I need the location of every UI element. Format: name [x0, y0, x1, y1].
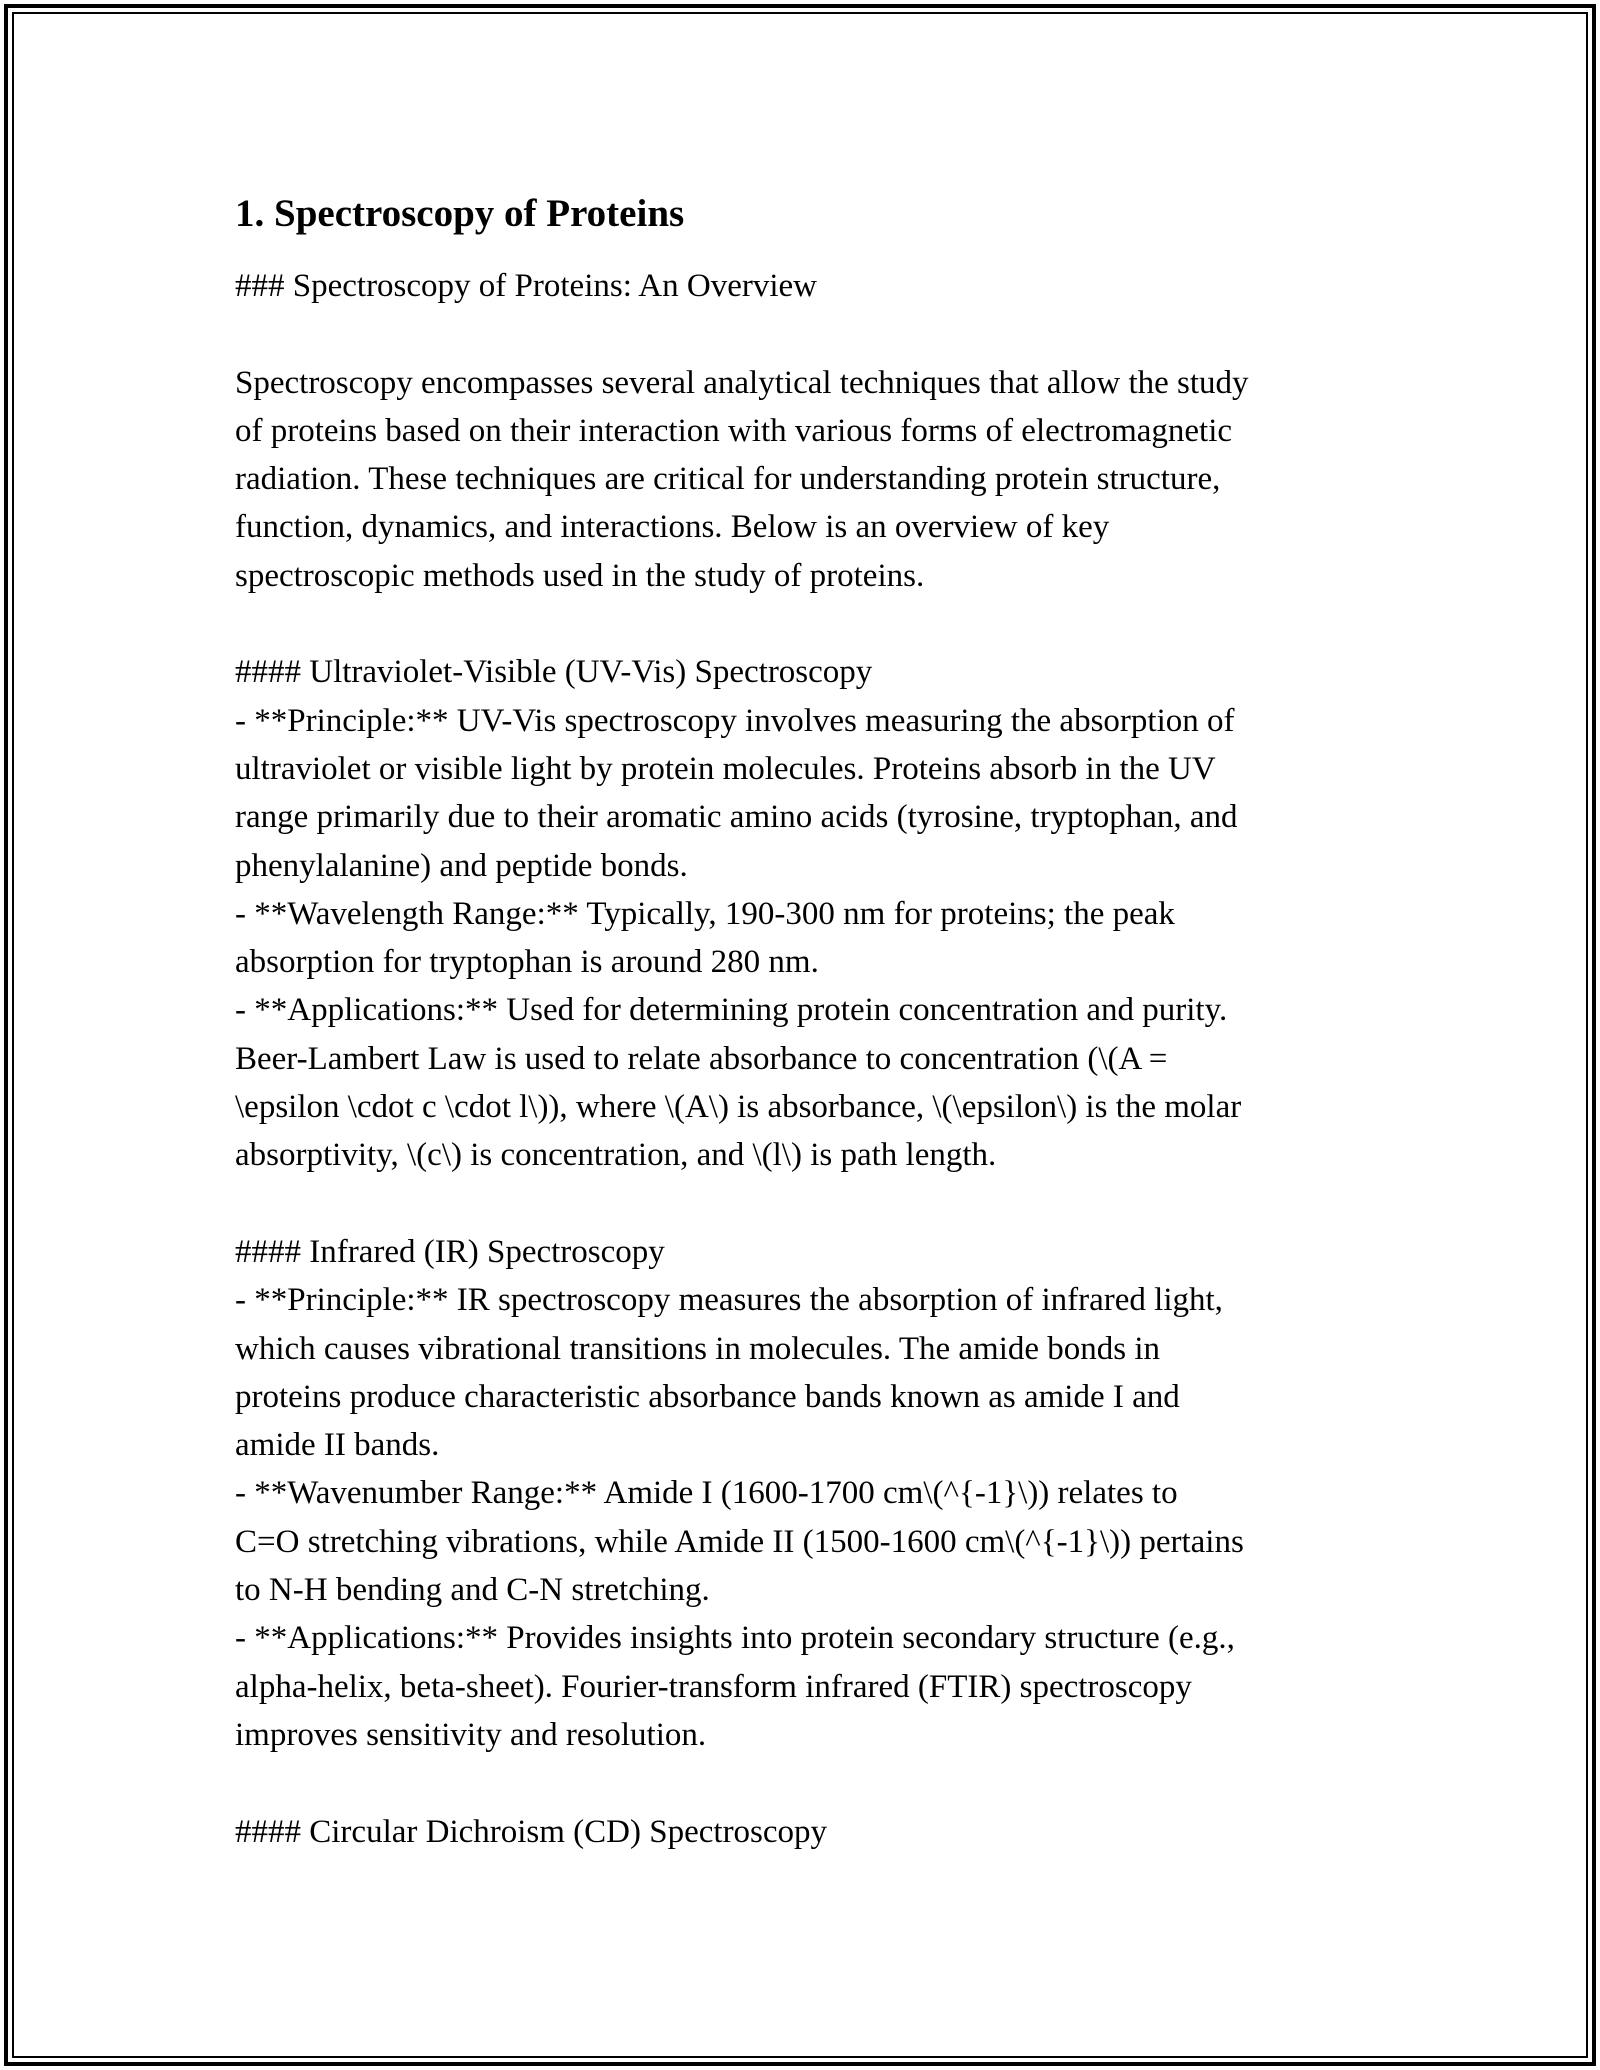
- blank-line: [235, 1180, 1365, 1228]
- text-line: of proteins based on their interaction with various forms of electromagnetic: [235, 412, 1233, 449]
- blank-line: [235, 1759, 1365, 1807]
- section-heading-line: #### Infrared (IR) Spectroscopy: [235, 1233, 665, 1270]
- text-line: - **Wavelength Range:** Typically, 190-300 nm for proteins; the peak: [235, 895, 1175, 932]
- text-line: - **Applications:** Provides insights into protein secondary structure (e.g.,: [235, 1620, 1235, 1657]
- text-line: phenylalanine) and peptide bonds.: [235, 847, 688, 884]
- section-heading-line: #### Ultraviolet-Visible (UV-Vis) Spectroscopy: [235, 654, 873, 691]
- text-line: - **Applications:** Used for determining protein concentration and purity.: [235, 992, 1228, 1029]
- text-line: which causes vibrational transitions in molecules. The amide bonds in: [235, 1330, 1161, 1367]
- text-line: spectroscopic methods used in the study of proteins.: [235, 557, 925, 594]
- section-heading-line: #### Circular Dichroism (CD) Spectroscopy: [235, 1813, 828, 1850]
- text-line: amide II bands.: [235, 1427, 440, 1464]
- text-line: alpha-helix, beta-sheet). Fourier-transform infrared (FTIR) spectroscopy: [235, 1668, 1192, 1705]
- text-line: ultraviolet or visible light by protein molecules. Proteins absorb in the UV: [235, 750, 1216, 787]
- text-line: C=O stretching vibrations, while Amide II (1500-1600 cm\(^{-1}\)) pertains: [235, 1523, 1244, 1560]
- text-line: Beer-Lambert Law is used to relate absorbance to concentration (\(A =: [235, 1040, 1168, 1077]
- page-title: 1. Spectroscopy of Proteins: [235, 192, 685, 235]
- text-line: to N-H bending and C-N stretching.: [235, 1572, 710, 1609]
- text-line: proteins produce characteristic absorbance bands known as amide I and: [235, 1378, 1180, 1415]
- blank-line: [235, 310, 1365, 358]
- text-line: absorption for tryptophan is around 280 nm.: [235, 944, 819, 981]
- text-line: \epsilon \cdot c \cdot l\)), where \(A\) is absorbance, \(\epsilon\) is the molar: [235, 1089, 1242, 1126]
- text-line: radiation. These techniques are critical for understanding protein structure,: [235, 461, 1221, 498]
- section-heading-line: ### Spectroscopy of Proteins: An Overview: [235, 268, 817, 304]
- text-line: absorptivity, \(c\) is concentration, and \(l\) is path length.: [235, 1137, 997, 1174]
- blank-line: [235, 600, 1365, 648]
- text-line: improves sensitivity and resolution.: [235, 1716, 707, 1753]
- document-body: [235, 186, 1365, 1856]
- text-line: - **Wavenumber Range:** Amide I (1600-1700 cm\(^{-1}\)) relates to: [235, 1475, 1178, 1512]
- text-line: - **Principle:** IR spectroscopy measures the absorption of infrared light,: [235, 1282, 1223, 1319]
- text-line: - **Principle:** UV-Vis spectroscopy involves measuring the absorption of: [235, 702, 1235, 739]
- text-line: function, dynamics, and interactions. Below is an overview of key: [235, 509, 1110, 546]
- text-line: Spectroscopy encompasses several analytical techniques that allow the study: [235, 364, 1249, 401]
- document-text: [235, 262, 1365, 1856]
- text-line: range primarily due to their aromatic amino acids (tyrosine, tryptophan, and: [235, 799, 1238, 836]
